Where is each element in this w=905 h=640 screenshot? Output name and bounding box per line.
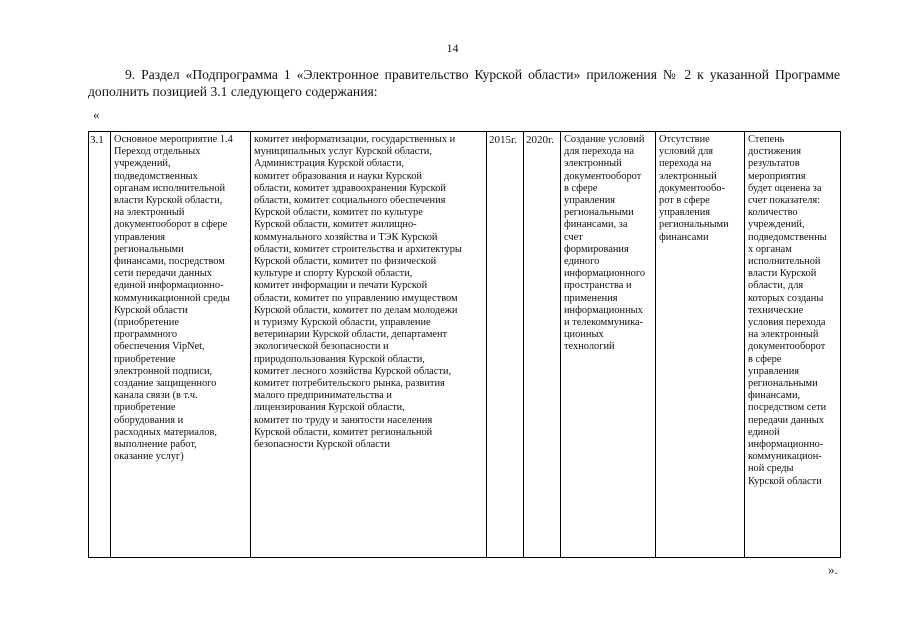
cell-line: создание защищенного [114,378,217,390]
cell-line: области, комитет по управлению имуществом [254,292,458,304]
cell-line: документооборот [748,341,826,353]
cell-line: передачи данных [748,414,824,426]
cell-line: комитет потребительского рынка, развития [254,378,445,390]
cell-line: программного [114,329,178,341]
cell-line: органам исполнительной [114,182,226,194]
cell-line: подведомственных [114,170,198,182]
cell-line: которых созданы [748,292,824,304]
cell-line: муниципальных услуг Курской области, [254,146,432,158]
cell-line: х органам [748,243,792,255]
cell-line: единого [564,256,600,268]
cell-line: оказание услуг) [114,451,184,463]
cell-line: финансами, за [564,219,628,231]
cell-line: области, для [748,280,804,292]
cell-line: управления [114,231,166,243]
closing-quote: ». [828,562,838,577]
cell-line: Курской области, комитет региональной [254,426,433,438]
cell-line: информационных [564,304,643,316]
page-number: 14 [446,41,459,55]
cell-line: посредством сети [748,402,827,414]
cell-line: перехода на [659,158,712,170]
cell-line: формирования [564,243,629,255]
cell-line: рот в сфере [659,195,710,207]
cell-line: управления [659,207,711,219]
cell-line: на электронный [114,207,185,219]
cell-line: количество [748,207,798,219]
cell-line: счет [564,231,583,243]
cell-line: учреждений, [748,219,805,231]
cell-line: комитет образования и науки Курской [254,170,422,182]
cell-line: региональными [659,219,729,231]
cell-line: области, комитет здравоохранения Курской [254,182,446,194]
cell-line: условия перехода [748,317,826,329]
cell-line: области, комитет строительства и архитектуры [254,243,462,255]
cell-line: применения [564,292,618,304]
cell-line: финансами [659,231,709,243]
start-year-cell: 2015г. [487,132,524,558]
cell-line: Переход отдельных [114,146,201,158]
cell-line: ветеринарии Курской области, департамент [254,329,448,341]
cell-line: достижения [748,146,802,158]
cell-line: единой [748,426,780,438]
consequence-cell [656,132,745,558]
cell-line: расходных материалов, [114,426,217,438]
cell-line: региональными [748,378,818,390]
cell-line: Курской области, комитет жилищно- [254,219,417,231]
cell-line: (приобретение [114,317,179,329]
cell-line: финансами, [748,390,801,402]
table-row [89,132,841,558]
opening-quote: « [93,107,100,122]
cell-line: будет оценена за [748,182,822,194]
cell-line: Создание условий [564,134,645,145]
cell-line: счет показателя: [748,195,821,207]
event-cell [111,132,251,558]
cell-line: Отсутствие [659,134,710,145]
cell-line: комитет по труду и занятости населения [254,414,433,426]
cell-line: условий для [659,146,714,158]
cell-line: электронный [564,158,622,170]
cell-line: документообо- [659,182,725,194]
cell-line: управления [748,365,800,377]
end-year-cell: 2020г. [524,132,561,558]
cell-line: малого предпринимательства и [254,390,392,402]
cell-line: области, комитет социального обеспечения [254,195,446,207]
cell-line: на электронный [748,329,819,341]
cell-line: Курской области, комитет по делам молодежи [254,304,458,316]
cell-line: в сфере [748,353,782,365]
cell-line: информационно- [748,439,824,451]
cell-line: пространства и [564,280,632,292]
cell-line: технические [748,304,804,316]
cell-line: сети передачи данных [114,268,212,280]
cell-line: Курской области, комитет по культуре [254,207,423,219]
cell-line: ной среды [748,463,794,475]
cell-line: учреждений, [114,158,171,170]
cell-line: Курской области, комитет по физической [254,256,437,268]
cell-line: технологий [564,341,615,353]
cell-line: электронной подписи, [114,365,213,377]
cell-line: канала связи (в т.ч. [114,390,198,402]
cell-line: комитет информатизации, государственных и [254,134,456,145]
cell-line: Курской области [114,304,188,316]
cell-line: приобретение [114,402,176,414]
cell-line: Администрация Курской области, [254,158,404,170]
cell-line: Курской области [748,475,822,487]
cell-line: власти Курской области, [114,195,223,207]
indicator-cell [745,132,841,558]
cell-line: результатов [748,158,800,170]
cell-line: Степень [748,134,785,145]
cell-line: власти Курской [748,268,817,280]
cell-line: Основное мероприятие 1.4 [114,134,233,145]
cell-line: мероприятия [748,170,806,182]
program-table [88,131,841,558]
cell-line: информационного [564,268,646,280]
row-number: 3.1 [89,132,111,558]
cell-line: коммуникацион- [748,451,822,463]
cell-line: природопользования Курской области, [254,353,425,365]
cell-line: и туризму Курской области, управление [254,317,431,329]
cell-line: исполнительной [748,256,821,268]
cell-line: приобретение [114,353,176,365]
cell-line: электронный [659,170,717,182]
cell-line: единой информационно- [114,280,224,292]
cell-line: оборудования и [114,414,184,426]
cell-line: экологической безопасности и [254,341,389,353]
cell-line: и телекоммуника- [564,317,644,329]
cell-line: региональными [114,243,184,255]
cell-line: документооборот в сфере [114,219,228,231]
cell-line: управления [564,195,616,207]
cell-line: в сфере [564,182,598,194]
cell-line: коммунального хозяйства и ТЭК Курской [254,231,438,243]
cell-line: документооборот [564,170,642,182]
cell-line: комитет лесного хозяйства Курской области, [254,365,452,377]
cell-line: коммуникационной среды [114,292,230,304]
cell-line: лицензирования Курской области, [254,402,405,414]
cell-line: региональными [564,207,634,219]
cell-line: подведомственны [748,231,827,243]
cell-line: для перехода на [564,146,635,158]
executors-cell [251,132,487,558]
cell-line: культуре и спорту Курской области, [254,268,413,280]
expected-result-cell [561,132,656,558]
cell-line: обеспечения VipNet, [114,341,205,353]
cell-line: выполнение работ, [114,439,197,451]
cell-line: комитет информации и печати Курской [254,280,428,292]
cell-line: безопасности Курской области [254,439,390,451]
intro-text: 9. Раздел «Подпрограмма 1 «Электронное правительство Курской области» приложения № 2 к указанной Программе дополнить позицией 3.1 следующего содержания: [88,67,840,99]
intro-paragraph [88,66,840,100]
cell-line: финансами, посредством [114,256,225,268]
cell-line: ционных [564,329,604,341]
